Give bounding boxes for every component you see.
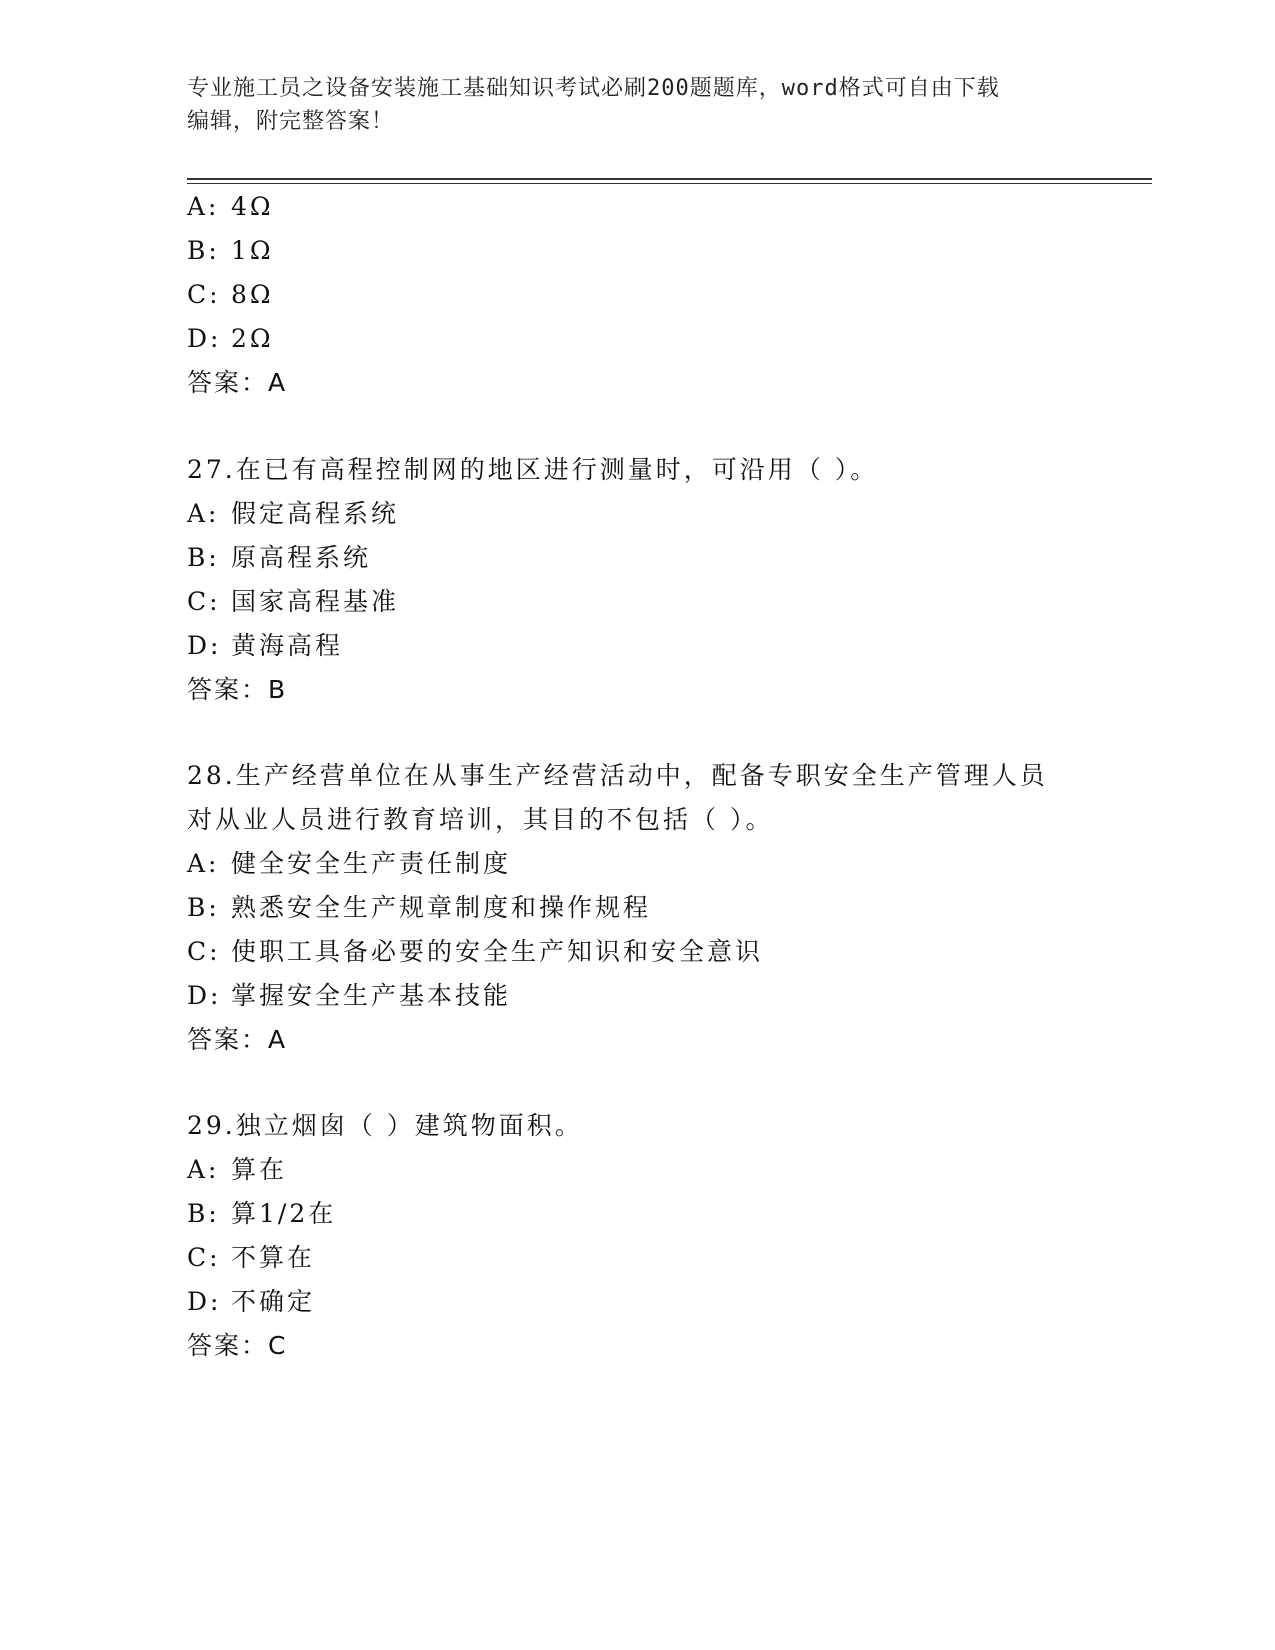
option-text: 国家高程基准: [231, 587, 400, 616]
option-label: B:: [187, 893, 220, 922]
q28-answer: 答案：A: [187, 1025, 288, 1054]
option-text: 2Ω: [231, 324, 274, 353]
q28-option-c: [187, 937, 763, 967]
q26-option-b: [187, 236, 274, 266]
option-label: B:: [187, 543, 220, 572]
option-text: 不算在: [231, 1243, 316, 1272]
q26-option-a: [187, 192, 274, 222]
option-label: B:: [187, 1199, 220, 1228]
q28-option-a: [187, 849, 511, 879]
option-label: A:: [187, 192, 220, 221]
option-text: 算在: [231, 1155, 288, 1184]
q29-option-b: [187, 1199, 336, 1229]
option-label: A:: [187, 849, 220, 878]
header-title-line-2: 编辑，附完整答案！: [187, 109, 395, 134]
q28-question-line-2: 对从业人员进行教育培训，其目的不包括（ ）。: [187, 805, 774, 834]
option-label: C:: [187, 1243, 221, 1272]
header-divider-thin: [187, 183, 1152, 184]
q27-answer: 答案：B: [187, 675, 288, 704]
q28-option-d: [187, 981, 511, 1011]
option-label: A:: [187, 1155, 220, 1184]
q28-question-line-1: 28.生产经营单位在从事生产经营活动中，配备专职安全生产管理人员: [187, 761, 1048, 790]
q27-option-b: [187, 543, 371, 573]
option-text: 不确定: [231, 1287, 316, 1316]
option-label: A:: [187, 499, 220, 528]
q26-answer: 答案：A: [187, 368, 288, 397]
option-text: 4Ω: [231, 192, 274, 221]
q27-option-a: [187, 499, 399, 529]
option-text: 黄海高程: [231, 631, 344, 660]
option-text: 健全安全生产责任制度: [231, 849, 512, 878]
q26-option-c: [187, 280, 274, 310]
q26-option-d: [187, 324, 274, 354]
option-label: B:: [187, 236, 220, 265]
q29-option-d: [187, 1287, 315, 1317]
option-label: D:: [187, 1287, 222, 1316]
option-label: C:: [187, 937, 221, 966]
option-text: 原高程系统: [231, 543, 372, 572]
option-text: 8Ω: [231, 280, 274, 309]
option-text: 算1/2在: [231, 1199, 337, 1228]
option-label: C:: [187, 280, 221, 309]
option-label: D:: [187, 981, 222, 1010]
option-text: 熟悉安全生产规章制度和操作规程: [231, 893, 652, 922]
option-text: 假定高程系统: [231, 499, 400, 528]
option-text: 使职工具备必要的安全生产知识和安全意识: [231, 937, 764, 966]
option-text: 1Ω: [231, 236, 274, 265]
option-label: C:: [187, 587, 221, 616]
q27-option-c: [187, 587, 399, 617]
q29-question: 29.独立烟囱（ ）建筑物面积。: [187, 1111, 583, 1140]
q29-option-c: [187, 1243, 315, 1273]
option-text: 掌握安全生产基本技能: [231, 981, 512, 1010]
header-title-line-1: 专业施工员之设备安装施工基础知识考试必刷200题题库，word格式可自由下载: [187, 76, 1000, 101]
q28-option-b: [187, 893, 651, 923]
header-divider-thick: [187, 178, 1152, 180]
q29-option-a: [187, 1155, 287, 1185]
q27-question: 27.在已有高程控制网的地区进行测量时，可沿用（ ）。: [187, 455, 879, 484]
q27-option-d: [187, 631, 343, 661]
option-label: D:: [187, 631, 222, 660]
option-label: D:: [187, 324, 222, 353]
document-header: [187, 72, 1087, 138]
q29-answer: 答案：C: [187, 1331, 288, 1360]
